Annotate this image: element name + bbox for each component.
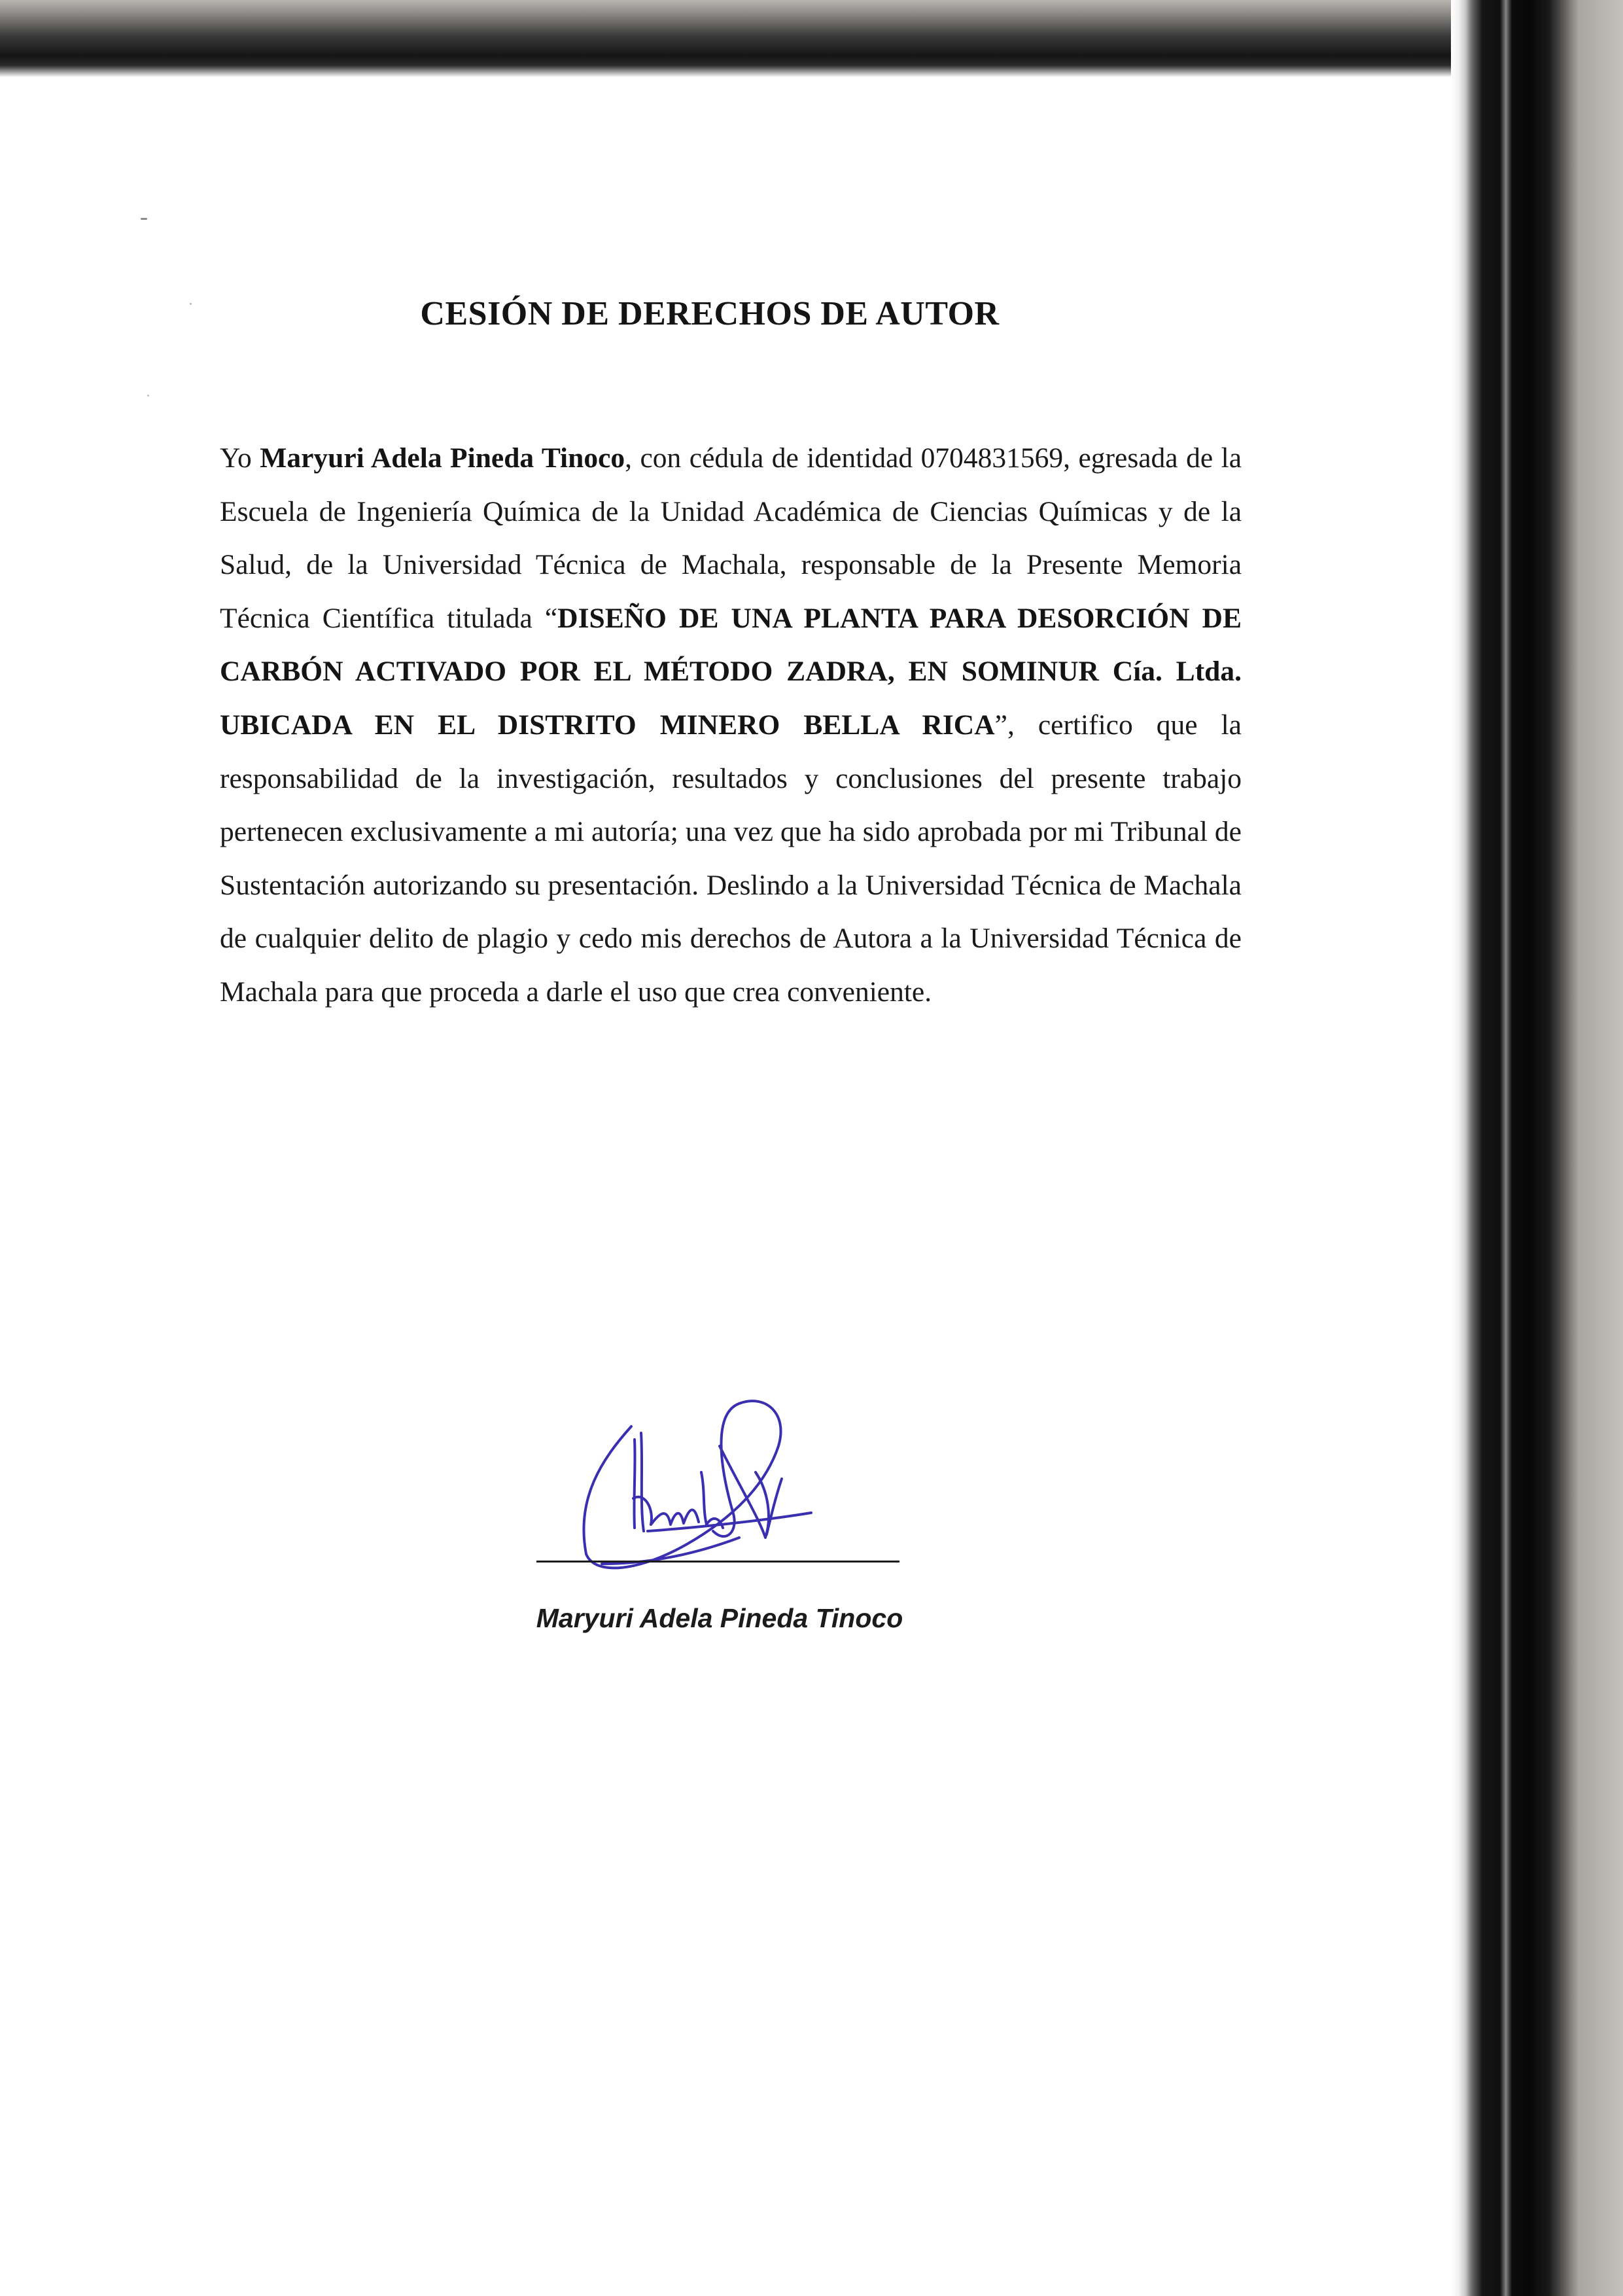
scanner-top-edge	[0, 0, 1623, 77]
body-paragraph	[220, 432, 1242, 1019]
author-name: Maryuri Adela Pineda Tinoco	[260, 442, 625, 474]
body-text-1: , con cédula de identidad 0704831569, egresada de la Escuela de Ingeniería Química de la Unidad Académica de Ciencias Químicas y de la Salud, de la Universidad Técnica de Machala, responsable de la Presente Memoria Técnica Científica titulada “	[220, 442, 1242, 634]
thesis-title: DISEÑO DE UNA PLANTA PARA DESORCIÓN DE CARBÓN ACTIVADO POR EL MÉTODO ZADRA, EN SOMINUR Cía. Ltda. UBICADA EN EL DISTRITO MINERO BELLA RICA	[220, 602, 1242, 741]
handwritten-signature	[523, 1368, 929, 1616]
signature-line	[536, 1561, 899, 1563]
scanner-right-edge	[1451, 0, 1623, 2296]
document-page	[0, 77, 1451, 2296]
body-text-2: ”, certifico que la responsabilidad de la investigación, resultados y conclusiones del presente trabajo pertenecen exclusivamente a mi autoría; una vez que ha sido aprobada por mi Tribunal de Sustentación autorizando su presentación. Deslindo a la Universidad Técnica de Machala de cualquier delito de plagio y cedo mis derechos de Autora a la Universidad Técnica de Machala para que proceda a darle el uso que crea conveniente.	[220, 709, 1242, 1008]
body-intro: Yo	[220, 442, 260, 474]
scan-speck	[141, 218, 147, 220]
page-title: CESIÓN DE DERECHOS DE AUTOR	[420, 295, 1000, 332]
signer-name: Maryuri Adela Pineda Tinoco	[536, 1603, 903, 1633]
scan-speck	[147, 395, 149, 397]
